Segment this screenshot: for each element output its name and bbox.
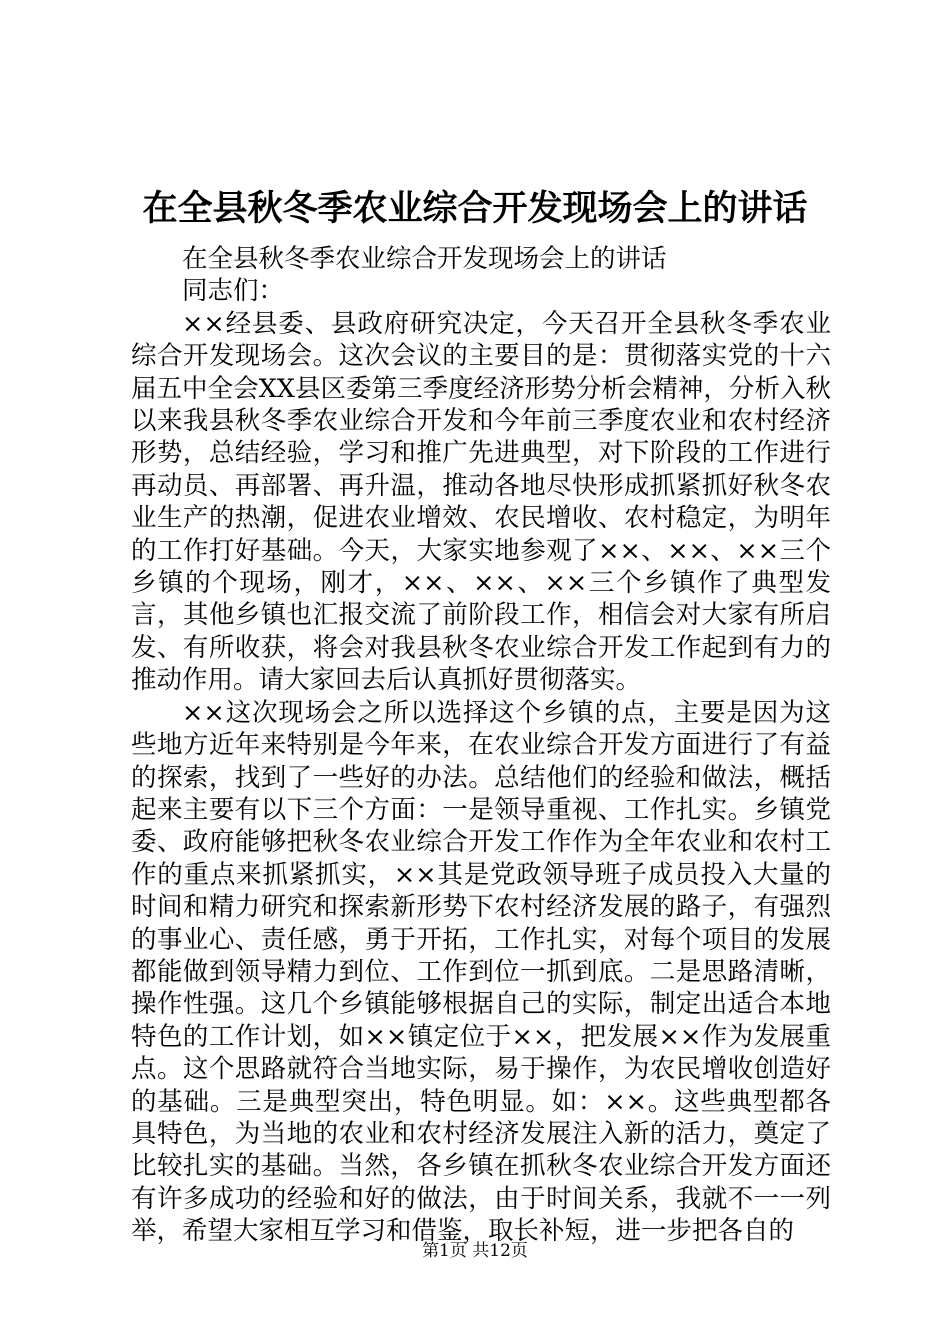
subtitle-line: 在全县秋冬季农业综合开发现场会上的讲话 <box>182 244 667 274</box>
document-body <box>131 243 831 1248</box>
document-title: 在全县秋冬季农业综合开发现场会上的讲话 <box>142 188 808 229</box>
paragraph-2: ××这次现场会之所以选择这个乡镇的点，主要是因为这些地方近年来特别是今年来，在农业综合开发方面进行了有益的探索，找到了一些好的办法。总结他们的经验和做法，概括起来主要有以下三个方面：一是领导重视、工作扎实。乡镇党委、政府能够把秋冬农业综合开发工作作为全年农业和农村工作的重点来抓紧抓实，××其是党政领导班子成员投入大量的时间和精力研究和探索新形势下农村经济发展的路子，有强烈的事业心、责任感，勇于开拓，工作扎实，对每个项目的发展都能做到领导精力到位、工作到位一抓到底。二是思路清晰，操作性强。这几个乡镇能够根据自己的实际，制定出适合本地特色的工作计划，如××镇定位于××，把发展××作为发展重点。这个思路就符合当地实际，易于操作，为农民增收创造好的基础。三是典型突出，特色明显。如：××。这些典型都各具特色，为当地的农业和农村经济发展注入新的活力，奠定了比较扎实的基础。当然，各乡镇在抓秋冬农业综合开发方面还有许多成功的经验和好的做法，由于时间关系，我就不一一列举，希望大家相互学习和借鉴，取长补短，进一步把各自的 <box>131 697 831 1247</box>
page-number-footer: 第1页 共12页 <box>422 1241 528 1261</box>
paragraph-1: ××经县委、县政府研究决定，今天召开全县秋冬季农业综合开发现场会。这次会议的主要目的是：贯彻落实党的十六届五中全会XX县区委第三季度经济形势分析会精神，分析入秋以来我县秋冬季农业综合开发和今年前三季度农业和农村经济形势，总结经验，学习和推广先进典型，对下阶段的工作进行再动员、再部署、再升温，推动各地尽快形成抓紧抓好秋冬农业生产的热潮，促进农业增效、农民增收、农村稳定，为明年的工作打好基础。今天，大家实地参观了××、××、××三个乡镇的个现场，刚才，××、××、××三个乡镇作了典型发言，其他乡镇也汇报交流了前阶段工作，相信会对大家有所启发、有所收获，将会对我县秋冬农业综合开发工作起到有力的推动作用。请大家回去后认真抓好贯彻落实。 <box>131 308 831 696</box>
salutation: 同志们： <box>182 276 285 307</box>
